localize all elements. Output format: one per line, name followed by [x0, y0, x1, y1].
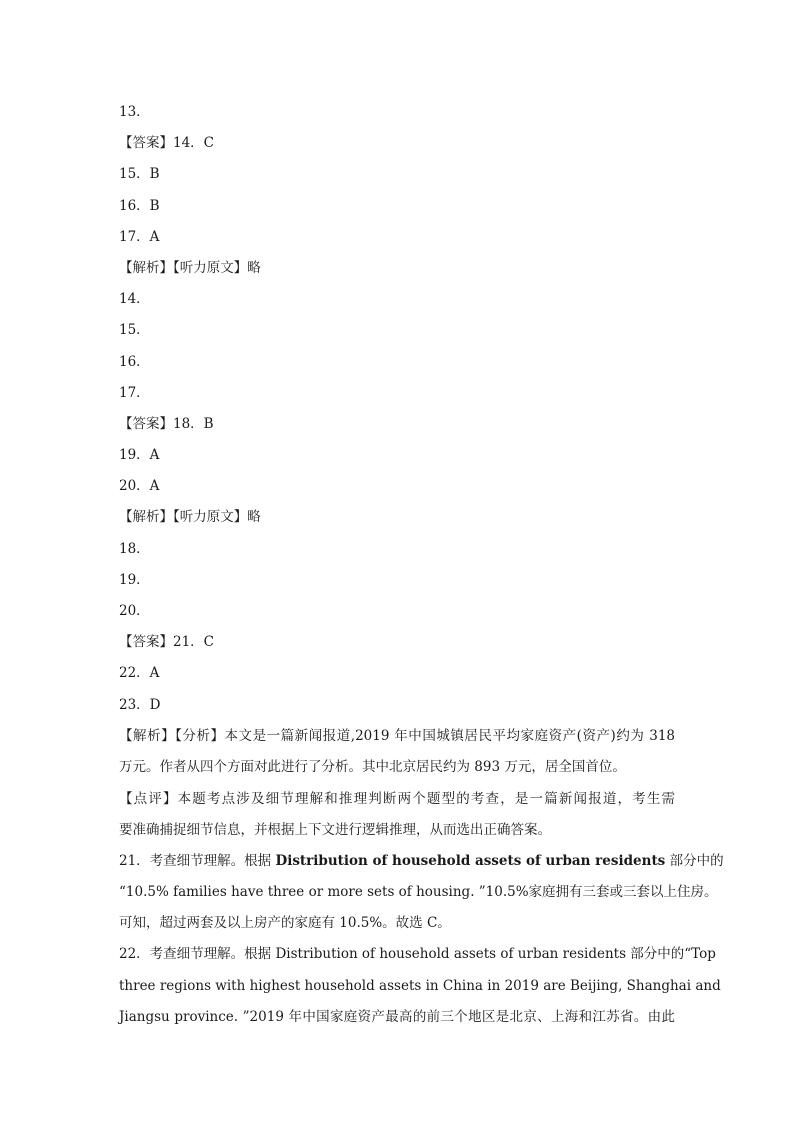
text-line: 20．A [119, 478, 160, 494]
text-line: 14． [119, 291, 150, 307]
text-line: 16．B [119, 198, 160, 214]
answer-line: 【答案】18．B [119, 416, 214, 432]
q21-line: “10.5% families have three or more sets of housing. ”10.5%家庭拥有三套或三套以上住房。 [119, 884, 718, 900]
q21-prefix: 21．考查细节理解。根据 [119, 853, 276, 869]
q22-line: three regions with highest household assets in China in 2019 are Beijing, Shanghai and [119, 978, 721, 994]
text-line: 19．A [119, 447, 160, 463]
analysis-line: 【解析】【听力原文】略 [119, 260, 261, 276]
q22-line: Jiangsu province. ”2019 年中国家庭资产最高的前三个地区是北京、上海和江苏省。由此 [119, 1009, 675, 1025]
text-line: 17．A [119, 229, 160, 245]
text-line: 23．D [119, 697, 161, 713]
text-line: 19． [119, 572, 150, 588]
answer-line: 【答案】14．C [119, 135, 215, 151]
q21-bold-section: Distribution of household assets of urban residents [275, 853, 666, 869]
q21-line: 可知，超过两套及以上房产的家庭有 10.5%。故选 C。 [119, 915, 451, 931]
text-line: 16． [119, 354, 150, 370]
q21-line [119, 851, 724, 871]
analysis-line: 【解析】【听力原文】略 [119, 509, 261, 525]
q21-suffix: 部分中的 [665, 853, 724, 869]
text-line: 20． [119, 603, 150, 619]
text-line: 22．A [119, 665, 160, 681]
analysis-paragraph-line: 万元。作者从四个方面对此进行了分析。其中北京居民约为 893 万元，居全国首位。 [119, 759, 626, 775]
q22-line: 22．考查细节理解。根据 Distribution of household assets of urban residents 部分中的“Top [119, 946, 716, 962]
text-line: 17． [119, 385, 150, 401]
comment-paragraph-line: 【点评】本题考点涉及细节理解和推理判断两个题型的考查，是一篇新闻报道，考生需 [119, 791, 675, 807]
text-line: 13． [119, 104, 150, 120]
text-line: 15． [119, 322, 150, 338]
answer-line: 【答案】21．C [119, 634, 215, 650]
text-line: 18． [119, 541, 150, 557]
analysis-paragraph-line: 【解析】【分析】本文是一篇新闻报道,2019 年中国城镇居民平均家庭资产(资产)约为 318 [119, 728, 675, 744]
text-line: 15．B [119, 166, 160, 182]
comment-paragraph-line: 要准确捕捉细节信息，并根据上下文进行逻辑推理，从而选出正确答案。 [119, 822, 551, 838]
